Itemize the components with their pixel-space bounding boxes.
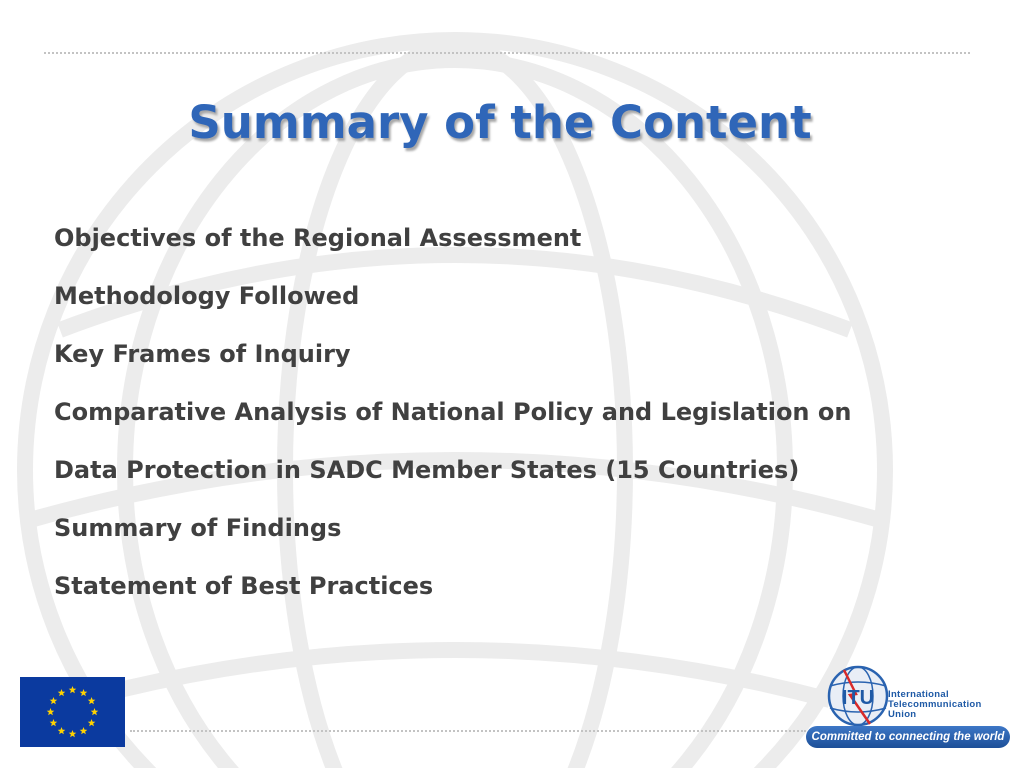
list-item: Objectives of the Regional Assessment xyxy=(54,224,582,252)
top-dotted-divider xyxy=(44,52,970,54)
itu-name-line3: Union xyxy=(888,709,917,720)
itu-name-line2: Telecommunication xyxy=(888,699,982,710)
eu-flag-logo xyxy=(20,677,125,747)
list-item: Statement of Best Practices xyxy=(54,572,434,600)
bottom-dotted-divider xyxy=(130,730,806,732)
itu-logo xyxy=(806,664,1012,752)
content-list xyxy=(54,220,851,626)
list-item: Key Frames of Inquiry xyxy=(54,340,351,368)
list-item: Data Protection in SADC Member States (15 Countries) xyxy=(54,456,800,484)
slide-title: Summary of the Content xyxy=(188,96,812,149)
list-item: Comparative Analysis of National Policy and Legislation on xyxy=(54,398,852,426)
list-item: Summary of Findings xyxy=(54,514,342,542)
itu-tagline: Committed to connecting the world xyxy=(806,726,1010,748)
itu-name-line1: International xyxy=(888,689,949,700)
list-item: Methodology Followed xyxy=(54,282,360,310)
itu-logo-text: ITU xyxy=(841,687,875,709)
itu-globe-icon xyxy=(826,664,890,728)
